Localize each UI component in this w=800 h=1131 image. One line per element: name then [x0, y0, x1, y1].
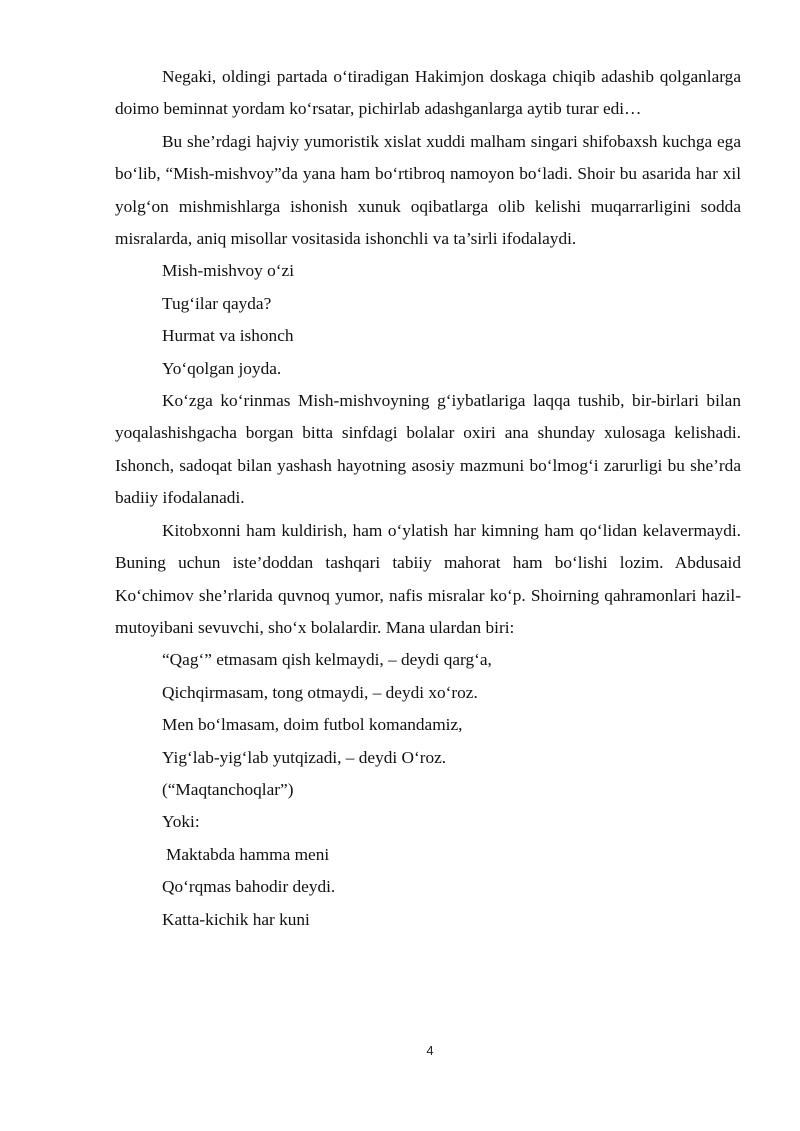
paragraph-2: Bu she’rdagi hajviy yumoristik xislat xuddi malham singari shifobaxsh kuchga ega bo‘lib, “Mish-mishvoy”da yana ham bo‘rtibroq namoyon bo‘ladi. Shoir bu asarida har xil yolg‘on mishmishlarga ishonish xunuk oqibatlarga olib kelishi muqarrarligini sodda misralarda, aniq misollar vositasida ishonchli va ta’sirli ifodalaydi. — [115, 131, 741, 249]
verse-line: Hurmat va ishonch — [162, 326, 294, 346]
verse-line: Qichqirmasam, tong otmaydi, – deydi xo‘roz. — [162, 682, 478, 702]
verse-line: Maktabda hamma meni — [166, 844, 330, 864]
verse-line: Tug‘ilar qayda? — [162, 293, 272, 313]
paragraph-4: Kitobxonni ham kuldirish, ham o‘ylatish har kimning ham qo‘lidan kelavermaydi. Buning uchun iste’doddan tashqari tabiiy mahorat ham bo‘lishi lozim. Abdusaid Ko‘chimov she’rlarida quvnoq yumor, nafis misralar ko‘p. Shoirning qahramonlari hazil-mutoyibani sevuvchi, sho‘x bolalardir. Mana ulardan biri: — [115, 520, 741, 637]
paragraph-1: Negaki, oldingi partada o‘tiradigan Hakimjon doskaga chiqib adashib qolganlarga doimo beminnat yordam ko‘rsatar, pichirlab adashganlarga aytib turar edi… — [115, 67, 741, 119]
verse-line: Yo‘qolgan joyda. — [162, 358, 282, 378]
verse-line: Yig‘lab-yig‘lab yutqizadi, – deydi O‘roz. — [162, 747, 447, 767]
paragraph-3: Ko‘zga ko‘rinmas Mish-mishvoyning g‘iybatlariga laqqa tushib, bir-birlari bilan yoqalashishgacha borgan bitta sinfdagi bolalar oxiri ana shunday xulosaga kelishadi. Ishonch, sadoqat bilan yashash hayotning asosiy mazmuni bo‘lmog‘i zarurligi bu she’rda badiiy ifodalanadi. — [115, 391, 741, 508]
verse-line: “Qag‘” etmasam qish kelmaydi, – deydi qarg‘a, — [162, 650, 492, 670]
page-content — [115, 61, 741, 936]
page-number: 4 — [426, 1043, 434, 1058]
verse-line: Katta-kichik har kuni — [162, 909, 310, 929]
verse-connector: Yoki: — [162, 812, 200, 832]
verse-line: Qo‘rqmas bahodir deydi. — [162, 877, 336, 897]
verse-source: (“Maqtanchoqlar”) — [162, 779, 294, 799]
verse-line: Mish-mishvoy o‘zi — [162, 261, 295, 281]
verse-line: Men bo‘lmasam, doim futbol komandamiz, — [162, 715, 463, 735]
